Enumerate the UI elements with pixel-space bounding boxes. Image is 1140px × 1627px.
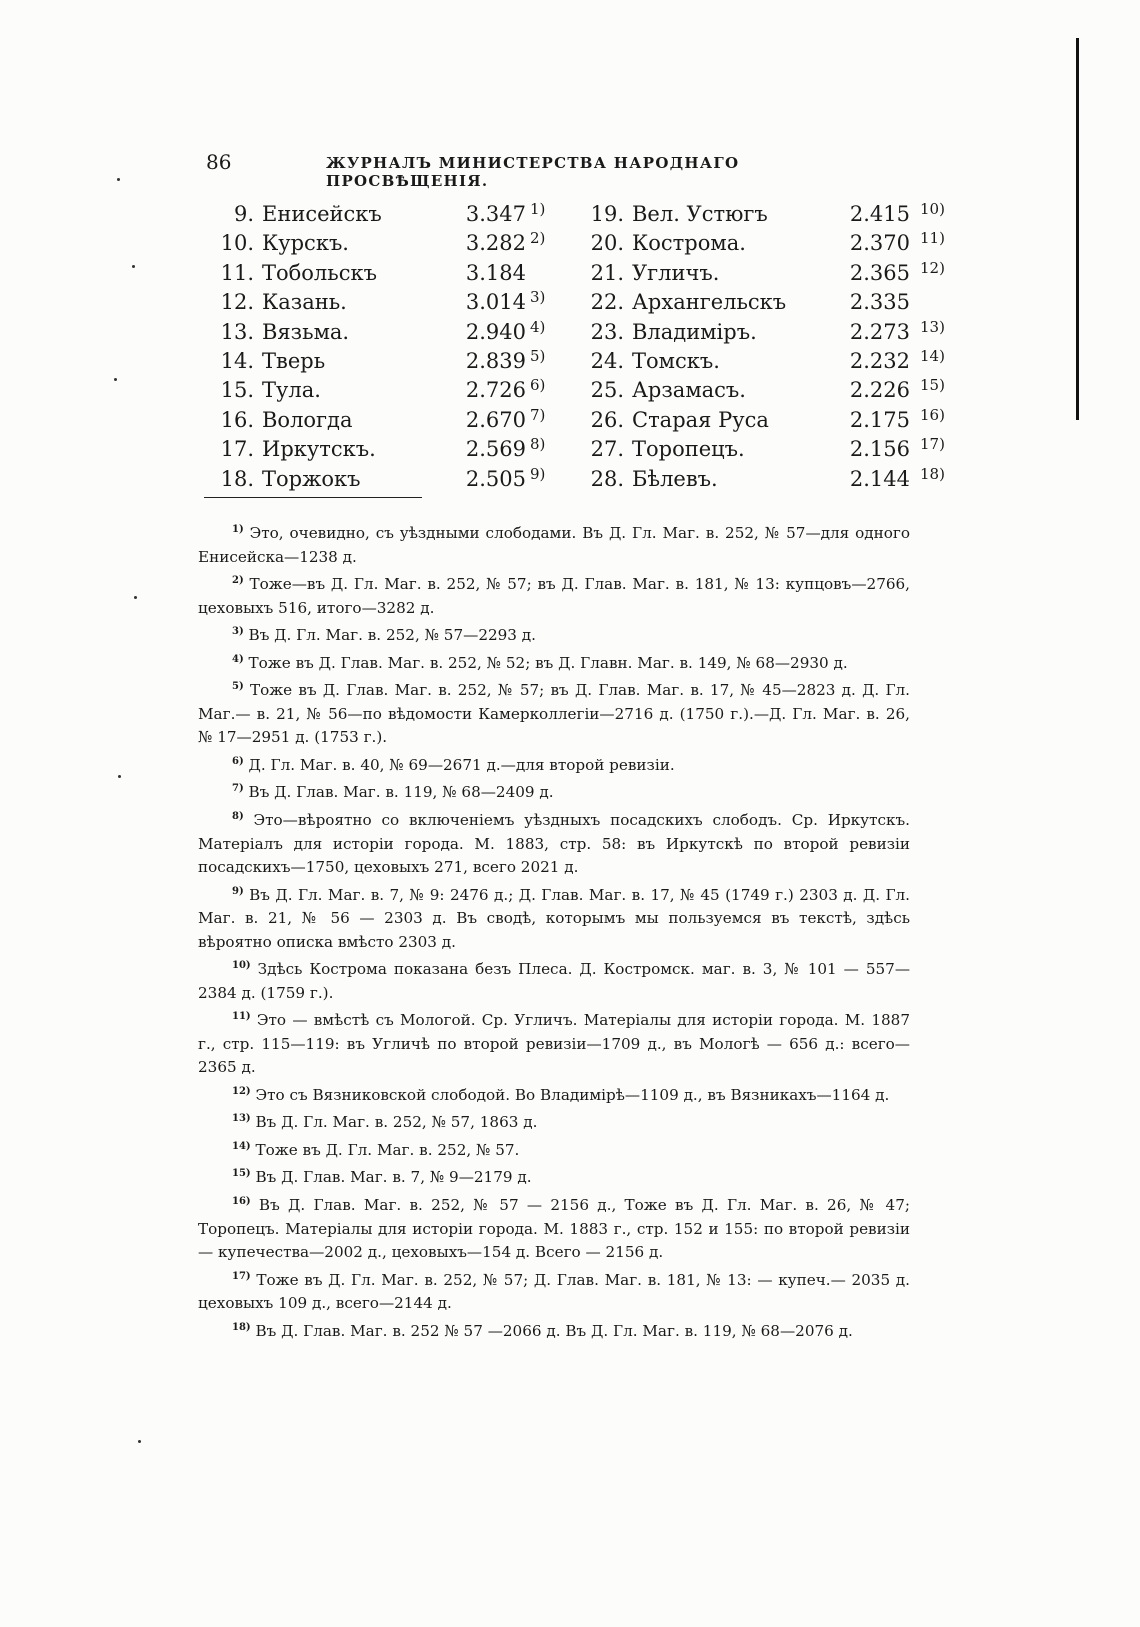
row-number: 27. [590, 437, 624, 462]
scan-speck [118, 775, 121, 778]
footnote-text: Это—вѣроятно со включеніемъ уѣздныхъ посадскихъ слободъ. Ср. Иркутскъ. Матеріалъ для исторіи города. М. 1883, стр. 58: въ Иркутскѣ по второй ревизіи посадскихъ—1750, цеховыхъ 271, всего 2021 д. [198, 811, 910, 876]
footnote-text: Въ Д. Гл. Маг. в. 7, № 9: 2476 д.; Д. Глав. Маг. в. 17, № 45 (1749 г.) 2303 д. Д. Гл. Маг. в. 21, № 56 — 2303 д. Въ сводѣ, которымъ мы пользуемся въ текстѣ, здѣсь вѣроятно описка вмѣсто 2303 д. [198, 885, 910, 951]
city-name: Бѣлевъ. [632, 466, 718, 491]
row-number: 25. [590, 378, 624, 403]
city-value: 2.415 [849, 202, 910, 226]
row-number: 24. [590, 348, 624, 373]
footnote-text: Въ Д. Глав. Маг. в. 252 № 57 —2066 д. Въ Д. Гл. Маг. в. 119, № 68—2076 д. [255, 1321, 853, 1340]
footnote [198, 954, 910, 1005]
city-value: 2.144 [849, 466, 910, 491]
city-value: 2.335 [849, 290, 910, 315]
footnote [198, 1005, 910, 1080]
footnote [198, 1190, 910, 1265]
footnote [198, 805, 910, 880]
footnote-ref: 12) [920, 258, 945, 277]
footnote-text: Тоже въ Д. Гл. Маг. в. 252, № 57. [255, 1140, 520, 1159]
table-row [210, 437, 570, 466]
table-row [210, 346, 570, 378]
city-value: 2.232 [849, 348, 910, 373]
footnote-text: Это съ Вязниковской слободой. Во Владимірѣ—1109 д., въ Вязникахъ—1164 д. [255, 1085, 890, 1104]
footnote-mark: 2) [232, 575, 244, 587]
city-name: Торжокъ [262, 466, 361, 491]
scan-speck [132, 265, 135, 268]
table-row [210, 464, 570, 496]
city-value: 2.175 [849, 407, 910, 432]
city-name: Томскъ. [632, 348, 720, 373]
city-name: Тобольскъ [262, 260, 377, 285]
city-name: Вязьма. [262, 319, 350, 344]
footnote-text: Это — вмѣстѣ съ Мологой. Ср. Угличъ. Матеріалы для исторіи города. М. 1887 г., стр. 115—119: въ Угличѣ по второй ревизіи—1709 д., въ Мологѣ — 656 д.: всего—2365 д. [198, 1011, 910, 1077]
table-row [580, 229, 945, 260]
city-value: 2.226 [849, 378, 910, 403]
footnote-mark: 6) [232, 755, 244, 767]
table-row [210, 290, 570, 319]
row-number: 10. [220, 231, 254, 256]
row-number: 23. [590, 319, 624, 344]
table-row [580, 464, 945, 496]
city-value: 3.184 [465, 260, 526, 285]
footnote-ref: 18) [920, 464, 945, 483]
city-name: Казань. [262, 290, 347, 315]
city-value: 3.282 [465, 231, 526, 256]
footnote-ref: 3) [530, 288, 546, 307]
city-value: 2.273 [849, 319, 910, 344]
city-value: 2.726 [465, 378, 526, 403]
running-title: ЖУРНАЛЪ МИНИСТЕРСТВА НАРОДНАГО ПРОСВѢЩЕНІЯ. [326, 154, 740, 190]
footnote [198, 1265, 910, 1316]
footnote-ref: 14) [920, 346, 945, 365]
footnote-text: Д. Гл. Маг. в. 40, № 69—2671 д.—для второй ревизіи. [248, 755, 675, 774]
table-row [580, 200, 945, 231]
city-name: Курскъ. [262, 231, 349, 256]
footnote-ref: 2) [530, 229, 546, 248]
table-row [580, 405, 945, 437]
footnote [198, 648, 910, 676]
row-number: 26. [590, 407, 624, 432]
row-number: 19. [590, 202, 624, 226]
scan-speck [134, 596, 137, 599]
footnote-ref: 1) [530, 200, 546, 218]
footnote-mark: 12) [232, 1085, 251, 1097]
city-name: Вел. Устюгъ [632, 202, 768, 226]
footnote-mark: 1) [232, 524, 244, 535]
footnote-mark: 7) [232, 783, 244, 795]
city-value: 2.940 [465, 319, 526, 344]
row-number: 22. [590, 290, 624, 315]
row-number: 28. [590, 466, 624, 491]
table-row [580, 258, 945, 290]
city-value: 2.505 [465, 466, 526, 491]
footnote-mark: 5) [232, 681, 244, 693]
footnote-text: Въ Д. Глав. Маг. в. 119, № 68—2409 д. [248, 783, 554, 802]
city-value: 2.370 [849, 231, 910, 256]
table-row [580, 290, 940, 319]
footnote-ref: 6) [530, 376, 546, 395]
footnote [198, 569, 910, 620]
footnote-text: Въ Д. Гл. Маг. в. 252, № 57, 1863 д. [255, 1113, 538, 1132]
row-number: 18. [220, 466, 254, 491]
row-number: 16. [220, 407, 254, 432]
footnote-text: Здѣсь Кострома показана безъ Плеса. Д. Костромск. маг. в. 3, № 101 — 557—2384 д. (1759 г.). [198, 960, 911, 1002]
footnote-ref: 5) [530, 346, 546, 365]
city-table-left [210, 202, 570, 496]
footnote-mark: 16) [232, 1195, 251, 1207]
footnote-text: Въ Д. Гл. Маг. в. 252, № 57—2293 д. [248, 626, 536, 645]
table-row [210, 405, 570, 437]
footnote-ref: 8) [530, 435, 546, 454]
city-value: 2.365 [849, 260, 910, 285]
footnote [198, 777, 910, 805]
footnote-mark: 14) [232, 1140, 251, 1152]
row-number: 15. [220, 378, 254, 403]
table-row [210, 202, 570, 231]
footnote-ref: 13) [920, 317, 945, 336]
table-row [210, 378, 570, 407]
city-name: Угличъ. [632, 260, 720, 285]
city-name: Вологда [262, 407, 353, 432]
city-value: 3.014 [465, 290, 526, 315]
table-row [210, 317, 570, 349]
city-name: Старая Руса [632, 407, 769, 432]
row-number: 9. [233, 202, 254, 226]
row-number: 12. [220, 290, 254, 315]
city-name: Арзамасъ. [632, 378, 746, 403]
city-name: Енисейскъ [262, 202, 382, 226]
footnote-mark: 8) [232, 810, 244, 822]
table-row [580, 317, 945, 349]
table-row [580, 435, 945, 466]
footnote-mark: 9) [232, 885, 244, 897]
scan-speck [114, 378, 117, 381]
footnote-text: Тоже—въ Д. Гл. Маг. в. 252, № 57; въ Д. Глав. Маг. в. 181, № 13: купцовъ—2766, цеховыхъ 516, итого—3282 д. [198, 575, 911, 617]
footnote [198, 750, 910, 778]
scan-speck [117, 178, 120, 181]
footnote [198, 620, 910, 648]
footnote-rule [204, 497, 422, 498]
footnote-ref: 16) [920, 405, 945, 424]
footnote-mark: 10) [232, 960, 251, 972]
row-number: 11. [220, 260, 254, 285]
city-name: Владиміръ. [632, 319, 757, 344]
city-name: Тверь [262, 348, 326, 373]
row-number: 13. [220, 319, 254, 344]
table-row [580, 376, 945, 407]
city-name: Тула. [262, 378, 321, 403]
city-name: Торопецъ. [632, 437, 745, 462]
city-value: 2.156 [849, 437, 910, 462]
footnote-text: Въ Д. Глав. Маг. в. 7, № 9—2179 д. [255, 1168, 532, 1187]
row-number: 20. [590, 231, 624, 256]
footnote-mark: 15) [232, 1168, 251, 1180]
footnote-ref: 11) [920, 229, 945, 248]
footnote-mark: 17) [232, 1270, 251, 1282]
footnote-ref: 9) [530, 464, 546, 483]
city-name: Архангельскъ [632, 290, 787, 315]
footnote-mark: 3) [232, 626, 244, 638]
footnote-ref: 7) [530, 405, 546, 424]
footnote-text: Въ Д. Глав. Маг. в. 252, № 57 — 2156 д., Тоже въ Д. Гл. Маг. в. 26, № 47; Торопецъ. Матеріалы для исторіи города. М. 1883 г., стр. 152 и 155: по второй ревизіи — купечества—2002 д., цеховыхъ—154 д. Всего — 2156 д. [198, 1196, 910, 1261]
city-value: 2.839 [465, 348, 526, 373]
footnote [198, 518, 910, 569]
footnote-text: Это, очевидно, съ уѣздными слободами. Въ Д. Гл. Маг. в. 252, № 57—для одного Енисейска—1238 д. [198, 524, 910, 566]
footnote-ref: 4) [530, 317, 546, 336]
page-number: 86 [206, 150, 232, 174]
city-name: Кострома. [632, 231, 746, 256]
row-number: 17. [220, 437, 254, 462]
city-value: 3.347 [465, 202, 526, 226]
page-edge-line [1076, 38, 1079, 420]
footnote [198, 1107, 910, 1135]
table-row [210, 231, 570, 260]
city-value: 2.569 [465, 437, 526, 462]
city-name: Иркутскъ. [262, 437, 376, 462]
footnote [198, 1316, 910, 1344]
footnote-mark: 4) [232, 653, 244, 665]
row-number: 14. [220, 348, 254, 373]
footnotes [198, 518, 910, 1343]
footnote [198, 1162, 910, 1190]
footnote-mark: 18) [232, 1321, 251, 1333]
footnote-mark: 13) [232, 1113, 251, 1125]
table-row [580, 346, 945, 378]
footnote-text: Тоже въ Д. Гл. Маг. в. 252, № 57; Д. Глав. Маг. в. 181, № 13: — купеч.— 2035 д. цеховыхъ 109 д., всего—2144 д. [198, 1270, 910, 1313]
footnote-mark: 11) [232, 1011, 251, 1023]
footnote [198, 880, 910, 955]
footnote [198, 675, 910, 750]
footnote-ref: 15) [920, 376, 945, 395]
footnote [198, 1080, 910, 1108]
scan-speck [138, 1440, 141, 1443]
footnote-ref: 17) [920, 435, 945, 454]
row-number: 21. [590, 260, 624, 285]
footnote-text: Тоже въ Д. Глав. Маг. в. 252, № 57; въ Д. Глав. Маг. в. 17, № 45—2823 д. Д. Гл. Маг.— в. 21, № 56—по вѣдомости Камерколлегіи—2716 д. (1750 г.).—Д. Гл. Маг. в. 26, № 17—2951 д. (1753 г.). [198, 681, 911, 747]
footnote-text: Тоже въ Д. Глав. Маг. в. 252, № 52; въ Д. Главн. Маг. в. 149, № 68—2930 д. [248, 653, 848, 672]
table-row [210, 261, 570, 290]
footnote-ref: 10) [920, 200, 945, 218]
footnote [198, 1135, 910, 1163]
city-table-right [580, 200, 945, 496]
page-header [206, 150, 866, 190]
city-value: 2.670 [465, 407, 526, 432]
